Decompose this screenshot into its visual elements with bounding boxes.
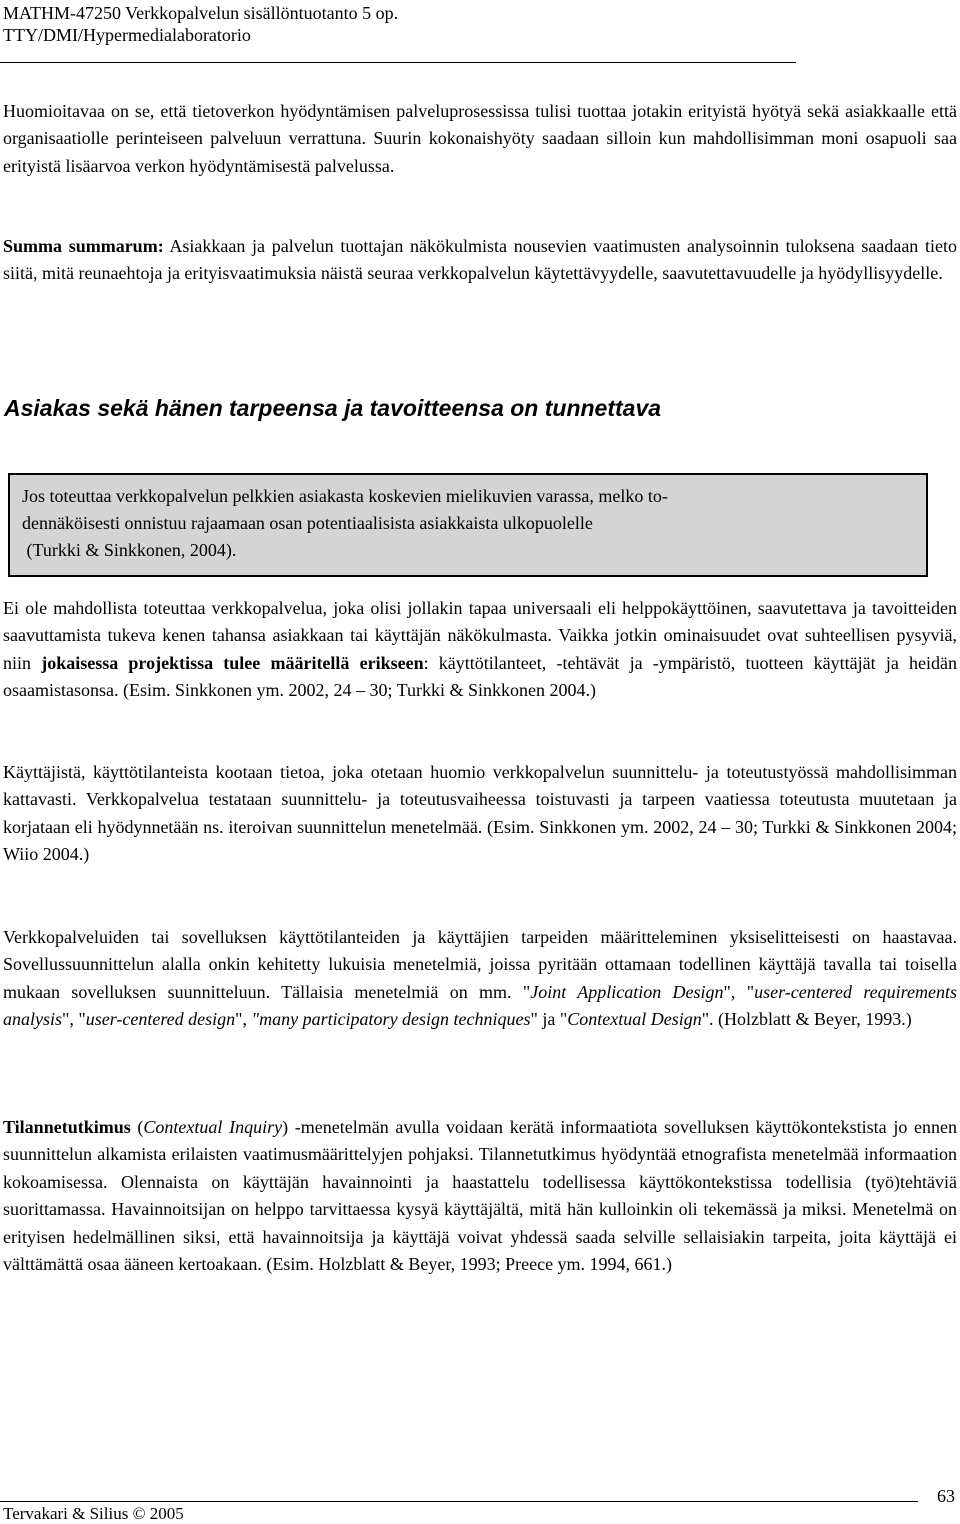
p5-italic-4: "many participatory design techniques xyxy=(251,1009,531,1030)
section-heading: Asiakas sekä hänen tarpeensa ja tavoitteensa on tunnettava xyxy=(4,395,662,421)
p6-italic: Contextual Inquiry xyxy=(143,1117,283,1137)
p5-italic-2: user-centered requirements analysis xyxy=(3,981,957,1030)
box-line-2: dennäköisesti onnistuu rajaamaan osan potentiaalisista asiakkaista ulkopuolelle xyxy=(22,513,593,533)
p6-bold: Tilannetutkimus xyxy=(3,1117,131,1137)
page-header xyxy=(3,2,398,46)
summary-label: Summa summarum: xyxy=(3,236,164,256)
p5-text-a: Verkkopalveluiden tai sovelluksen käyttötilanteiden ja käyttäjien tarpeiden määritteleminen yksiselitteisesti on haastavaa. Sovellussuunnittelun alalla onkin kehitetty lukuisia menetelmiä, joissa pyritään ottamaan todellinen käyttäjä tavalla tai toisella mukaan sovelluksen suunnitteluun. Tällaisia menetelmiä on mm. " xyxy=(3,927,957,1002)
paragraph-6 xyxy=(3,1114,957,1278)
p3-text-a: Ei ole mahdollista toteuttaa verkkopalvelua, joka olisi jollakin tapaa universaali eli helppokäyttöinen, saavutettava ja tavoitteiden saavuttamista tukeva kenen tahansa asiakkaan tai käyttäjän näkökulmasta. Vaikka jotkin ominaisuudet ovat suhteellisen pysyviä, niin xyxy=(3,598,957,673)
page-number: 63 xyxy=(937,1486,955,1506)
highlight-box-text xyxy=(22,483,912,564)
box-line-3: (Turkki & Sinkkonen, 2004). xyxy=(22,540,237,560)
paragraph-5 xyxy=(3,924,957,1034)
p5-text-b: ", " xyxy=(723,981,755,1002)
p5-text-d: ", xyxy=(235,1009,252,1030)
footer-author: Tervakari & Silius © 2005 xyxy=(3,1504,184,1523)
p5-text-f: ". (Holzblatt & Beyer, 1993.) xyxy=(701,1009,912,1030)
p6-text-a: ( xyxy=(130,1117,144,1137)
summary-text: Asiakkaan ja palvelun tuottajan näkökulmista nousevien vaatimusten analysoinnin tuloksena saadaan tieto siitä, mitä reunaehtoja ja erityisvaatimuksia näistä seuraa verkkopalvelun käytettävyydelle, saavutettavuudelle ja hyödyllisyydelle. xyxy=(3,236,957,284)
p3-text-b: : käyttötilanteet, -tehtävät ja -ympäristö, tuotteen käyttäjät ja heidän osaamistasonsa. (Esim. Sinkkonen ym. 2002, 24 – 30; Turkki & Sinkkonen 2004.) xyxy=(3,652,957,701)
paragraph-4: Käyttäjistä, käyttötilanteista kootaan tietoa, joka otetaan huomio verkkopalvelun suunnittelu- ja toteutustyössä mahdollisimman kattavasti. Verkkopalvelua testataan suunnittelu- ja toteutusvaiheessa toistuvasti ja tarpeen vaatiessa toteutusta muutetaan ja korjataan eli hyödynnetään ns. iteroivan suunnittelun menetelmää. (Esim. Sinkkonen ym. 2002, 24 – 30; Turkki & Sinkkonen 2004; Wiio 2004.) xyxy=(3,762,957,865)
p6-text-b: ) -menetelmän avulla voidaan kerätä informaatiota sovelluksen käyttökontekstista jo ennen suunnittelun alkamista erilaisten vaatimusmäärittelyjen pohjaksi. Tilannetutkimus hyödyntää etnografista menetelmää informaation kokoamisessa. Olennaista on käyttäjän havainnointi ja haastattelu todellisessa käyttökontekstissa todellisia (työ)tehtäviä suorittamassa. Havainnoitsijan on helppo tarvittaessa kysyä käyttäjältä, mitä hän kulloinkin oli tekemässä ja miksi. Menetelmä on erityisen hedelmällinen siksi, että havainnoitsija ja käyttäjä voivat yhdessä saada selville sellaisiakin tarpeita, joita käyttäjä ei välttämättä osaa ääneen kertoakaan. (Esim. Holzblatt & Beyer, 1993; Preece ym. 1994, 661.) xyxy=(3,1117,958,1275)
paragraph-3 xyxy=(3,595,957,705)
header-rule xyxy=(0,62,796,63)
box-line-1: Jos toteuttaa verkkopalvelun pelkkien asiakasta koskevien mielikuvien varassa, melko to- xyxy=(22,486,668,506)
footer-rule xyxy=(0,1501,918,1502)
p5-italic-1: Joint Application Design xyxy=(530,981,724,1002)
course-title: MATHM-47250 Verkkopalvelun sisällöntuotanto 5 op. xyxy=(3,3,399,23)
p5-italic-5: Contextual Design xyxy=(567,1009,702,1030)
p5-italic-3: user-centered design xyxy=(85,1009,236,1030)
p5-text-e: " ja " xyxy=(530,1009,568,1030)
paragraph-2 xyxy=(3,233,957,288)
p3-bold: jokaisessa projektissa tulee määritellä erikseen xyxy=(41,652,424,673)
paragraph-1: Huomioitavaa on se, että tietoverkon hyödyntämisen palveluprosessissa tulisi tuottaa jotakin erityistä hyötyä sekä asiakkaalle että organisaatiolle perinteiseen palveluun verrattuna. Suurin kokonaishyöty saadaan silloin kun mahdollisimman moni osapuoli saa erityistä lisäarvoa verkon hyödyntämisestä palvelussa. xyxy=(3,101,957,176)
department: TTY/DMI/Hypermedialaboratorio xyxy=(3,25,251,45)
p5-text-c: ", " xyxy=(62,1009,86,1030)
